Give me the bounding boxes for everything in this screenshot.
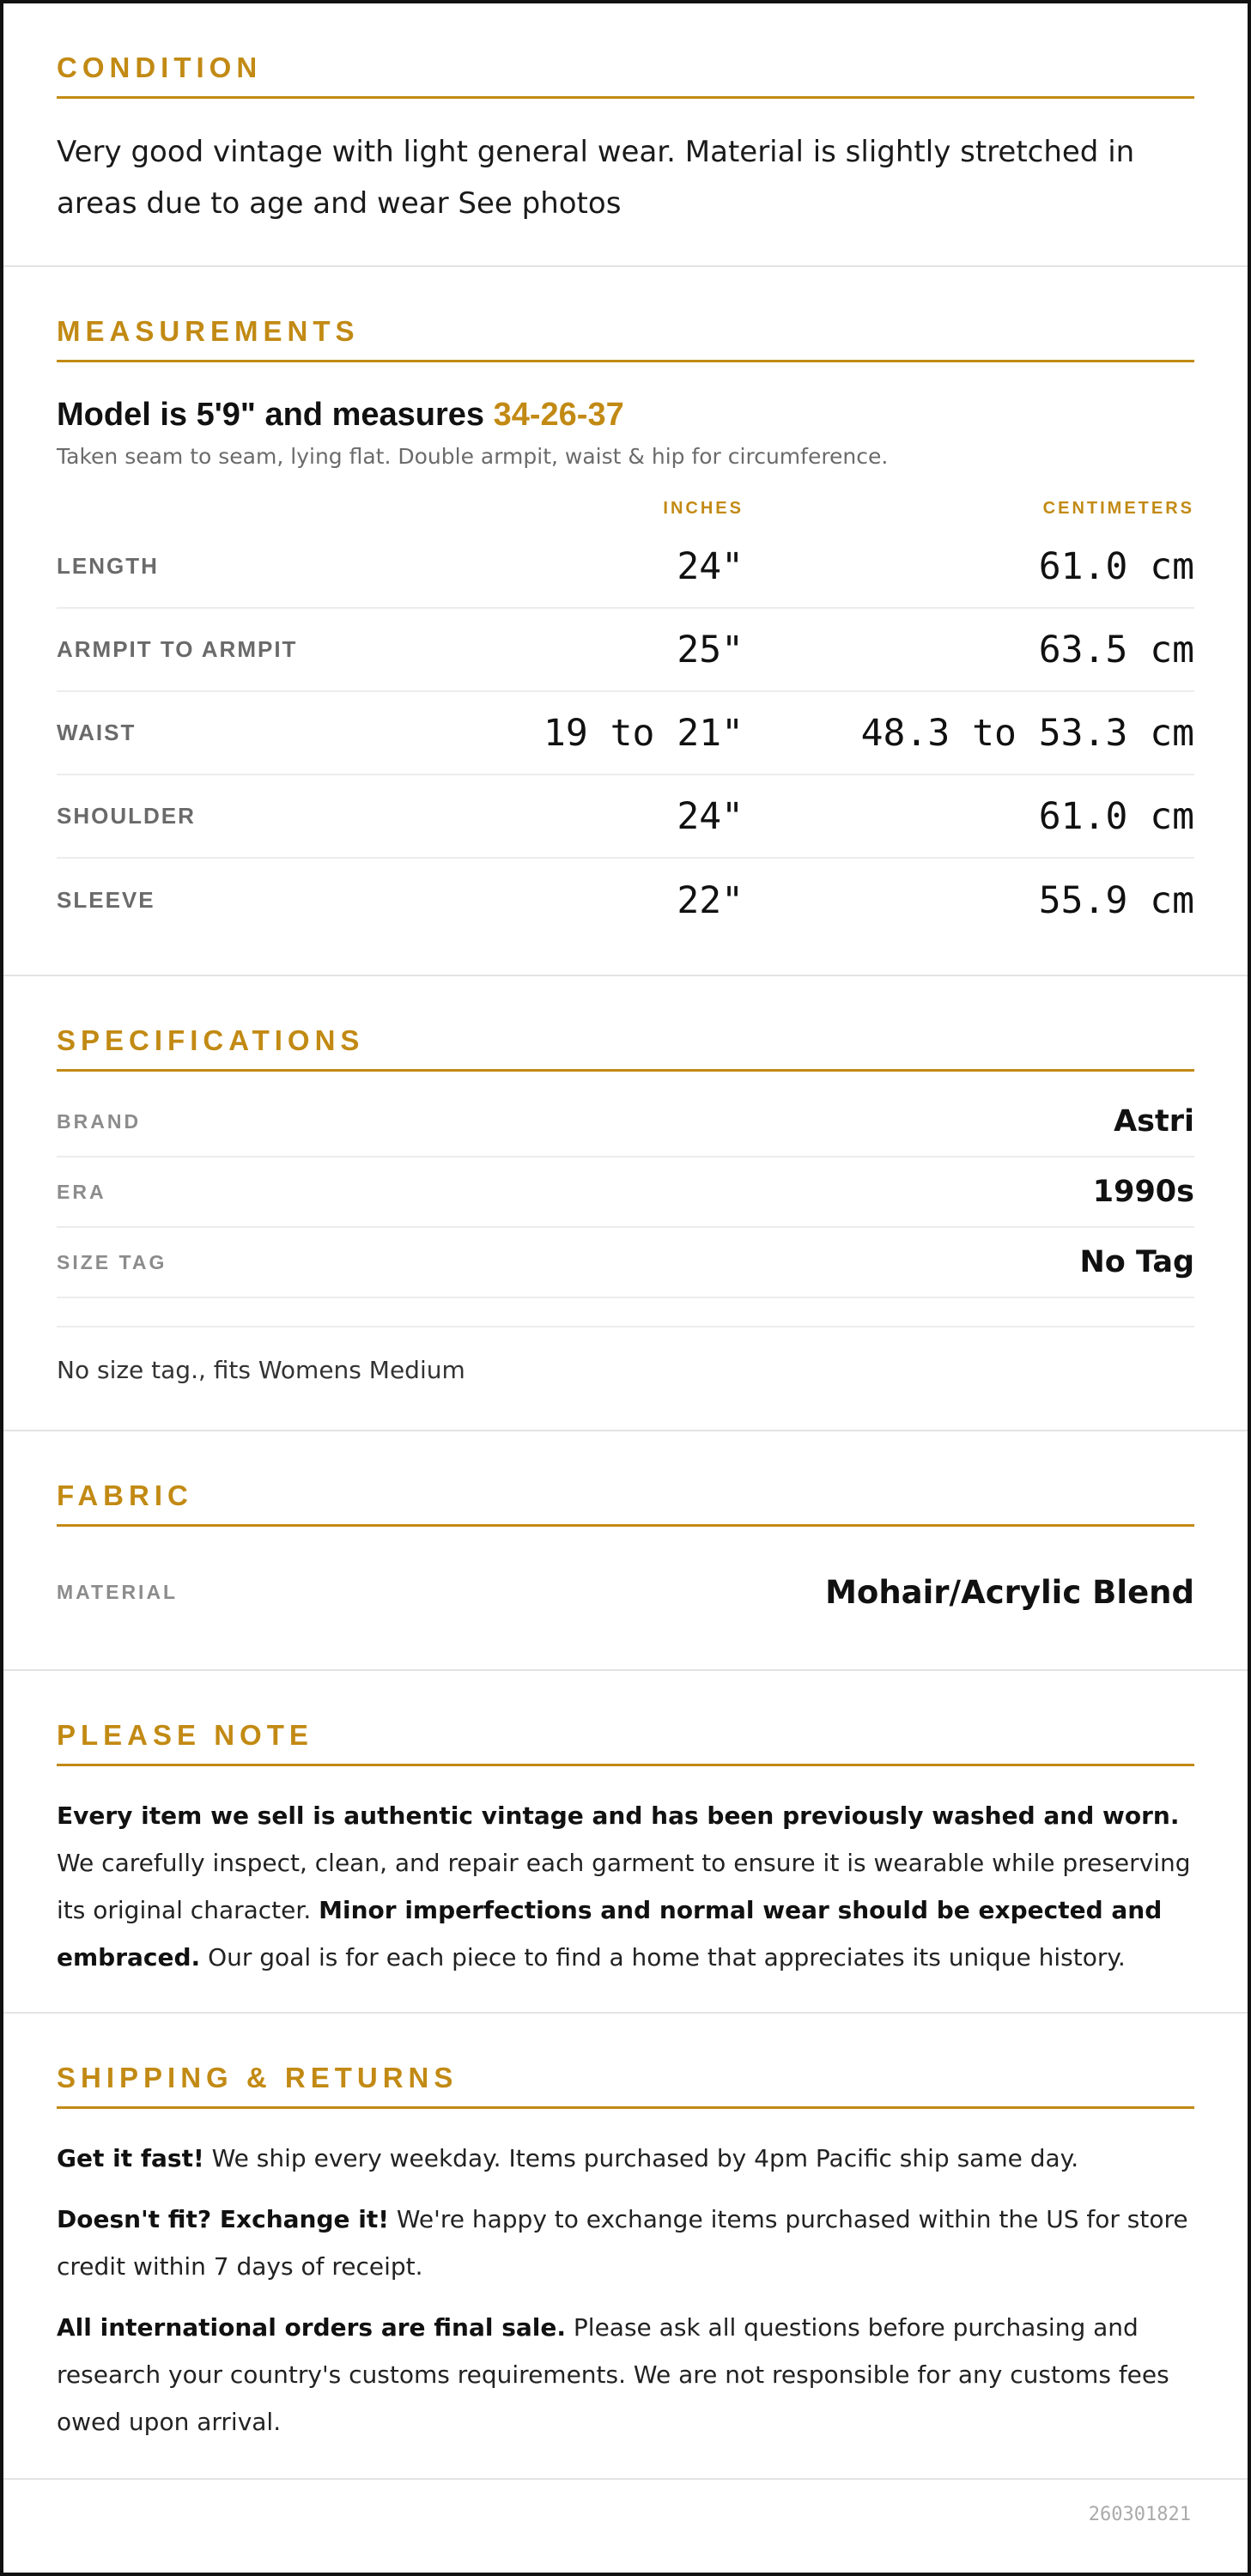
condition-section (3, 3, 1248, 267)
fabric-title: FABRIC (57, 1479, 1194, 1527)
measurement-inches-length: 24" (677, 544, 744, 588)
column-header-centimeters: CENTIMETERS (1042, 498, 1194, 518)
shipping-p2-bold: Doesn't fit? Exchange it! (57, 2205, 389, 2233)
fabric-section (3, 1431, 1248, 1671)
measurement-row (57, 859, 1194, 942)
shipping-p1-bold: Get it fast! (57, 2144, 204, 2172)
spec-value-era: 1990s (1092, 1175, 1194, 1209)
measurement-label-waist: WAIST (57, 720, 137, 745)
column-header-inches: INCHES (663, 498, 744, 518)
measurement-inches-waist: 19 to 21" (544, 711, 744, 755)
spec-value-size-tag: No Tag (1079, 1245, 1194, 1279)
measurements-table-header (57, 491, 1194, 526)
shipping-p2-text: We're happy to exchange items purchased within the US for store credit within 7 days of receipt. (57, 2205, 1188, 2281)
measurement-row (57, 609, 1194, 692)
model-measures: 34-26-37 (493, 397, 624, 433)
measurement-cm-waist: 48.3 to 53.3 cm (860, 711, 1194, 755)
measurement-row (57, 526, 1194, 609)
measurement-inches-armpit-to-armpit: 25" (677, 628, 744, 671)
specifications-list (57, 1087, 1194, 1298)
shipping-p1-text: We ship every weekday. Items purchased by 4pm Pacific ship same day. (203, 2144, 1079, 2172)
measurement-label-length: LENGTH (57, 553, 159, 579)
measurement-label-armpit-to-armpit: ARMPIT TO ARMPIT (57, 636, 298, 662)
measurement-cm-shoulder: 61.0 cm (1038, 794, 1194, 838)
measurement-label-sleeve: SLEEVE (57, 887, 155, 913)
measurement-cm-armpit-to-armpit: 63.5 cm (1038, 628, 1194, 671)
measurement-inches-sleeve: 22" (677, 878, 744, 922)
shipping-paragraph-2 (57, 2196, 1194, 2290)
model-prefix: Model is 5'9" and measures (57, 397, 494, 433)
shipping-section (3, 2014, 1248, 2480)
spec-row-brand (57, 1087, 1194, 1157)
measurement-row (57, 692, 1194, 775)
measurements-title: MEASUREMENTS (57, 315, 1194, 362)
spec-row-era (57, 1157, 1194, 1228)
measurement-inches-shoulder: 24" (677, 794, 744, 838)
spec-label-era: ERA (57, 1180, 106, 1203)
spec-label-size-tag: SIZE TAG (57, 1250, 167, 1273)
shipping-title: SHIPPING & RETURNS (57, 2062, 1194, 2109)
shipping-paragraph-1 (57, 2135, 1194, 2182)
spec-row-material (57, 1552, 1194, 1631)
spec-label-brand: BRAND (57, 1109, 142, 1133)
shipping-p3-text: Please ask all questions before purchasing and research your country's customs requirements. We are not responsible for any customs fees owed upon arrival. (57, 2313, 1169, 2436)
spec-value-material: Mohair/Acrylic Blend (825, 1573, 1194, 1611)
size-note: No size tag., fits Womens Medium (57, 1356, 465, 1384)
measurements-table (57, 491, 1194, 942)
condition-title: CONDITION (57, 52, 1194, 99)
measurement-row (57, 775, 1194, 859)
please-note-text (57, 1792, 1194, 1981)
spec-row-size-tag (57, 1228, 1194, 1298)
specifications-title: SPECIFICATIONS (57, 1024, 1194, 1072)
measurement-label-shoulder: SHOULDER (57, 803, 196, 829)
shipping-p3-bold: All international orders are final sale. (57, 2313, 567, 2342)
model-statement (57, 397, 1194, 434)
please-note-text-1: We carefully inspect, clean, and repair each garment to ensure it is wearable while preserving its original character. (57, 1849, 1191, 1924)
shipping-paragraph-3 (57, 2304, 1194, 2445)
please-note-text-2: Our goal is for each piece to find a home that appreciates its unique history. (200, 1943, 1126, 1971)
spec-value-brand: Astri (1114, 1104, 1194, 1139)
specifications-section (3, 976, 1248, 1431)
please-note-bold-2: Minor imperfections and normal wear should be expected and embraced. (57, 1896, 1163, 1971)
please-note-section (3, 1671, 1248, 2014)
please-note-title: PLEASE NOTE (57, 1719, 1194, 1766)
condition-text: Very good vintage with light general wear. Material is slightly stretched in areas due to age and wear See photos (57, 135, 1135, 221)
measurements-section (3, 267, 1248, 976)
please-note-bold-1: Every item we sell is authentic vintage and has been previously washed and worn. (57, 1801, 1180, 1830)
spec-label-material: MATERIAL (57, 1580, 179, 1603)
measurement-note: Taken seam to seam, lying flat. Double armpit, waist & hip for circumference. (57, 444, 889, 469)
measurement-cm-sleeve: 55.9 cm (1038, 878, 1194, 922)
product-id: 260301821 (1088, 2504, 1191, 2525)
measurement-cm-length: 61.0 cm (1038, 544, 1194, 588)
